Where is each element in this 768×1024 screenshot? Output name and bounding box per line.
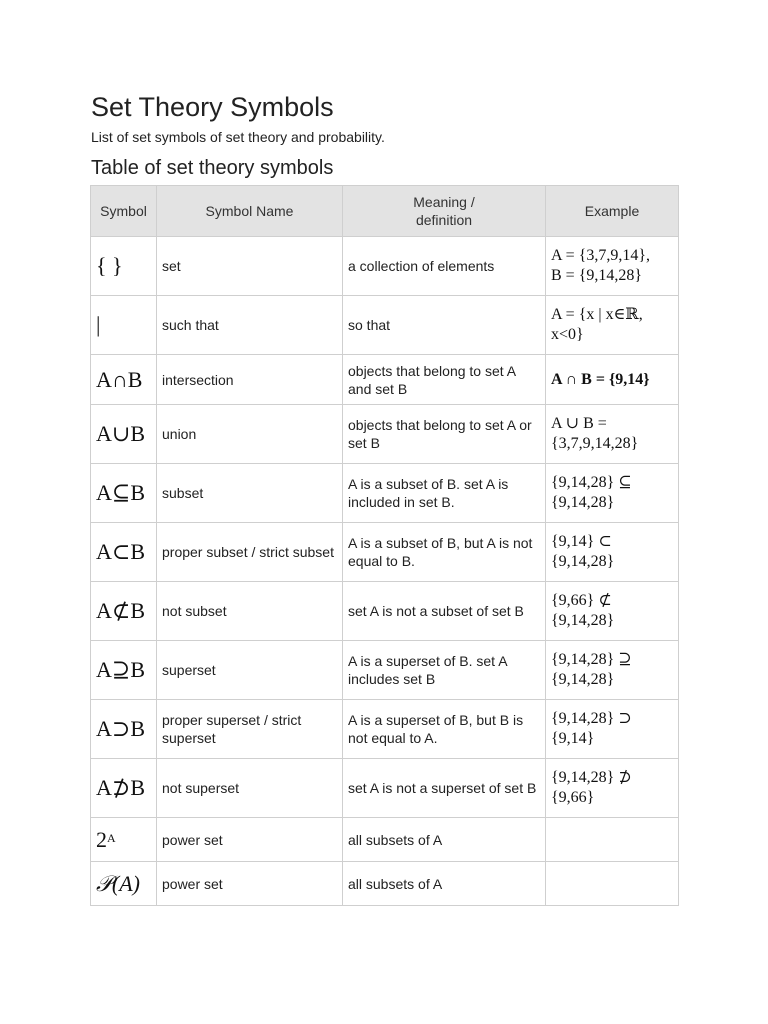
example-line2: {9,14} (551, 730, 595, 747)
set-symbols-table (90, 185, 679, 906)
example-cell (546, 700, 679, 759)
symbol-name-cell: superset (157, 641, 343, 700)
example-line2: {3,7,9,14,28} (551, 435, 639, 452)
table-row (91, 818, 679, 862)
table-row (91, 700, 679, 759)
symbol-name-cell: not superset (157, 759, 343, 818)
table-row (91, 759, 679, 818)
meaning-cell: set A is not a superset of set B (343, 759, 546, 818)
symbol-name-cell: union (157, 405, 343, 464)
meaning-cell: A is a subset of B. set A is included in set B. (343, 464, 546, 523)
meaning-cell: so that (343, 296, 546, 355)
example-line1: {9,14,28} ⊃ (551, 710, 632, 727)
symbol-cell: | (91, 296, 157, 355)
table-row (91, 582, 679, 641)
example-line1: A ∩ B = {9,14} (551, 370, 650, 388)
table-row (91, 355, 679, 405)
meaning-cell: set A is not a subset of set B (343, 582, 546, 641)
example-line2: {9,66} (551, 789, 595, 806)
symbol-cell: A⊂B (91, 523, 157, 582)
meaning-cell: all subsets of A (343, 862, 546, 906)
example-line1: {9,14,28} ⊆ (551, 474, 632, 491)
example-line1: {9,66} ⊄ (551, 592, 612, 609)
table-row (91, 237, 679, 296)
header-symbol: Symbol (91, 186, 157, 237)
table-row (91, 523, 679, 582)
table-row (91, 641, 679, 700)
power-set-exponent: A (107, 830, 116, 845)
example-cell (546, 355, 679, 405)
symbol-name-cell: proper superset / strict superset (157, 700, 343, 759)
example-cell (546, 862, 679, 906)
example-cell (546, 818, 679, 862)
header-example: Example (546, 186, 679, 237)
symbol-cell: A⊃B (91, 700, 157, 759)
symbol-name-cell: not subset (157, 582, 343, 641)
example-line2: {9,14,28} (551, 494, 615, 511)
table-row (91, 464, 679, 523)
meaning-cell: A is a superset of B. set A includes set B (343, 641, 546, 700)
table-row (91, 296, 679, 355)
header-meaning (343, 186, 546, 237)
symbol-cell: A⊅B (91, 759, 157, 818)
example-cell (546, 641, 679, 700)
header-meaning-line1: Meaning / (413, 194, 475, 210)
symbol-cell (91, 818, 157, 862)
symbol-name-cell: intersection (157, 355, 343, 405)
header-symbol-name: Symbol Name (157, 186, 343, 237)
page-title: Set Theory Symbols (91, 92, 334, 122)
table-header-row (91, 186, 679, 237)
symbol-name-cell: set (157, 237, 343, 296)
example-line1: A = {3,7,9,14}, (551, 247, 651, 264)
symbol-cell: A⊆B (91, 464, 157, 523)
example-line2: B = {9,14,28} (551, 267, 643, 284)
symbol-name-cell: power set (157, 818, 343, 862)
example-line2: {9,14,28} (551, 671, 615, 688)
symbol-name-cell: power set (157, 862, 343, 906)
symbol-name-cell: proper subset / strict subset (157, 523, 343, 582)
section-title: Table of set theory symbols (91, 157, 334, 179)
example-cell (546, 405, 679, 464)
meaning-cell: A is a superset of B, but B is not equal to A. (343, 700, 546, 759)
example-line1: A ∪ B = (551, 415, 607, 432)
symbol-cell: { } (91, 237, 157, 296)
meaning-cell: a collection of elements (343, 237, 546, 296)
table-row (91, 862, 679, 906)
example-cell (546, 759, 679, 818)
symbol-cell: A⊇B (91, 641, 157, 700)
example-line2: {9,14,28} (551, 553, 615, 570)
example-cell (546, 237, 679, 296)
meaning-cell: all subsets of A (343, 818, 546, 862)
example-cell (546, 523, 679, 582)
example-line2: x<0} (551, 326, 584, 343)
table-row (91, 405, 679, 464)
example-cell (546, 296, 679, 355)
symbol-cell: A∪B (91, 405, 157, 464)
example-line1: {9,14,28} ⊇ (551, 651, 632, 668)
example-line2: {9,14,28} (551, 612, 615, 629)
header-meaning-line2: definition (415, 212, 473, 228)
example-line1: {9,14} ⊂ (551, 533, 612, 550)
example-line1: {9,14,28} ⊅ (551, 769, 632, 786)
symbol-cell: 𝒫(A) (91, 862, 157, 906)
meaning-cell: objects that belong to set A and set B (343, 355, 546, 405)
symbol-cell: A⊄B (91, 582, 157, 641)
example-cell (546, 464, 679, 523)
power-set-base: 2 (96, 826, 107, 852)
example-cell (546, 582, 679, 641)
example-line1: A = {x | x∈ℝ, (551, 306, 643, 323)
meaning-cell: A is a subset of B, but A is not equal to B. (343, 523, 546, 582)
meaning-cell: objects that belong to set A or set B (343, 405, 546, 464)
symbol-name-cell: subset (157, 464, 343, 523)
symbol-cell: A∩B (91, 355, 157, 405)
page-subtitle: List of set symbols of set theory and probability. (91, 129, 385, 145)
symbol-name-cell: such that (157, 296, 343, 355)
